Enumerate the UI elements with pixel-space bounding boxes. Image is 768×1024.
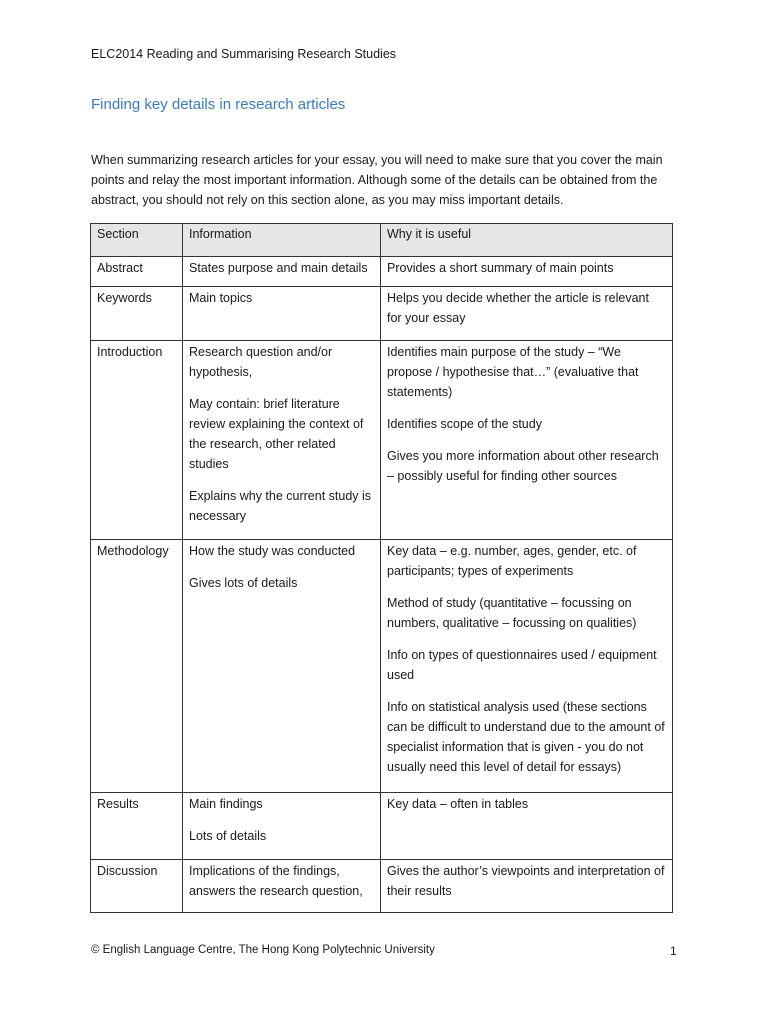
table-row-methodology [91,540,673,793]
usefulness-text: Key data – e.g. number, ages, gender, etc. of participants; types of experiments [387,544,637,578]
information-text: Research question and/or hypothesis, [189,345,333,379]
usefulness-cell [381,257,673,287]
column-header-why-useful: Why it is useful [381,224,673,257]
usefulness-text: Method of study (quantitative – focussing on numbers, qualitative – focussing on qualities) [387,596,637,630]
information-cell [183,287,381,341]
usefulness-text: Identifies scope of the study [387,417,542,431]
table-row-abstract [91,257,673,287]
information-cell [183,257,381,287]
column-header-information: Information [183,224,381,257]
usefulness-text: Info on types of questionnaires used / equipment used [387,648,657,682]
information-text: Explains why the current study is necessary [189,489,372,523]
information-text: States purpose and main details [189,261,368,275]
table-row-keywords [91,287,673,341]
section-cell: Methodology [91,540,183,793]
section-cell: Discussion [91,860,183,913]
usefulness-text: Gives the author’s viewpoints and interpretation of their results [387,864,665,898]
usefulness-cell [381,341,673,540]
table-row-discussion [91,860,673,913]
usefulness-cell [381,540,673,793]
information-text: Main findings [189,797,263,811]
information-text: Implications of the findings, answers the research question, [189,864,363,898]
information-text: Gives lots of details [189,576,298,590]
usefulness-cell [381,287,673,341]
usefulness-text: Provides a short summary of main points [387,261,614,275]
usefulness-cell [381,860,673,913]
usefulness-cell [381,793,673,860]
information-cell [183,341,381,540]
usefulness-text: Key data – often in tables [387,797,529,811]
table-header-row [91,224,673,257]
section-cell: Keywords [91,287,183,341]
section-cell: Results [91,793,183,860]
section-cell: Abstract [91,257,183,287]
page-number: 1 [670,944,677,958]
column-header-section: Section [91,224,183,257]
information-text: May contain: brief literature review explaining the context of the research, other related studies [189,397,364,471]
footer-copyright: © English Language Centre, The Hong Kong Polytechnic University [91,944,435,956]
table-row-introduction [91,341,673,540]
information-text: How the study was conducted [189,544,356,558]
page-title: Finding key details in research articles [91,96,346,113]
information-cell [183,860,381,913]
usefulness-text: Info on statistical analysis used (these sections can be difficult to understand due to the amount of specialist information that is given - you do not usually need this level of detail for essays) [387,700,665,774]
research-sections-table [90,223,673,913]
section-cell: Introduction [91,341,183,540]
usefulness-text: Identifies main purpose of the study – “We propose / hypothesise that…” (evaluative that statements) [387,345,639,399]
document-header: ELC2014 Reading and Summarising Research Studies [91,47,397,61]
intro-paragraph: When summarizing research articles for your essay, you will need to make sure that you cover the main points and relay the most important information. Although some of the details can be obtained from the abstract, you should not rely on this section alone, as you may miss important details. [91,153,663,207]
table-row-results [91,793,673,860]
information-cell [183,793,381,860]
information-text: Main topics [189,291,253,305]
usefulness-text: Helps you decide whether the article is relevant for your essay [387,291,649,325]
usefulness-text: Gives you more information about other research – possibly useful for finding other sources [387,449,659,483]
information-cell [183,540,381,793]
information-text: Lots of details [189,829,267,843]
